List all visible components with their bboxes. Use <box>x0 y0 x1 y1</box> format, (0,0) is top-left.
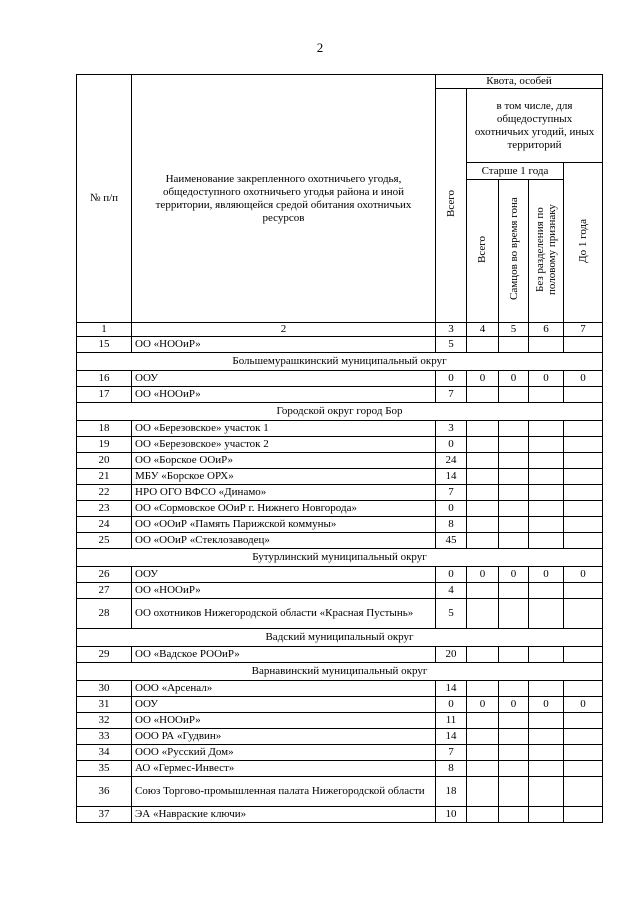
row-total: 7 <box>436 745 467 761</box>
row-col7 <box>564 647 603 663</box>
header-under1: До 1 года <box>576 218 589 263</box>
row-col5: 0 <box>499 567 529 583</box>
row-col4 <box>467 501 499 517</box>
row-total: 7 <box>436 387 467 403</box>
row-col7: 0 <box>564 567 603 583</box>
header-under1-cell <box>564 163 603 323</box>
table-row <box>77 567 603 583</box>
colnum-3: 3 <box>436 323 467 337</box>
row-col5 <box>499 583 529 599</box>
row-col4 <box>467 745 499 761</box>
row-col5 <box>499 745 529 761</box>
row-col7 <box>564 469 603 485</box>
row-name: ООО «Арсенал» <box>132 681 436 697</box>
section-row <box>77 663 603 681</box>
row-col4 <box>467 599 499 629</box>
row-col4 <box>467 713 499 729</box>
row-name: ОО «Борское ООиР» <box>132 453 436 469</box>
row-col4 <box>467 469 499 485</box>
header-quota: Квота, особей <box>436 75 603 89</box>
row-number: 29 <box>77 647 132 663</box>
row-col5 <box>499 729 529 745</box>
row-name: ООО «Русский Дом» <box>132 745 436 761</box>
row-number: 26 <box>77 567 132 583</box>
row-number: 18 <box>77 421 132 437</box>
row-col6 <box>529 485 564 501</box>
row-col5 <box>499 453 529 469</box>
table-row <box>77 745 603 761</box>
table-row <box>77 501 603 517</box>
row-col5 <box>499 777 529 807</box>
row-name: ОО «ООиР «Стеклозаводец» <box>132 533 436 549</box>
row-name: ОО «ООиР «Память Парижской коммуны» <box>132 517 436 533</box>
table-row <box>77 761 603 777</box>
row-col6 <box>529 761 564 777</box>
row-total: 0 <box>436 501 467 517</box>
row-col4 <box>467 421 499 437</box>
row-col7 <box>564 583 603 599</box>
row-total: 14 <box>436 469 467 485</box>
row-number: 30 <box>77 681 132 697</box>
row-name: ОО «НООиР» <box>132 713 436 729</box>
row-total: 14 <box>436 681 467 697</box>
row-col5 <box>499 337 529 353</box>
row-number: 28 <box>77 599 132 629</box>
row-col5 <box>499 761 529 777</box>
row-number: 16 <box>77 371 132 387</box>
row-total: 11 <box>436 713 467 729</box>
table-row <box>77 599 603 629</box>
row-col5: 0 <box>499 697 529 713</box>
row-name: ОО «Вадское РООиР» <box>132 647 436 663</box>
row-total: 0 <box>436 697 467 713</box>
colnum-7: 7 <box>564 323 603 337</box>
header-males-rut: Самцов во время гона <box>507 197 520 301</box>
row-col7 <box>564 729 603 745</box>
row-col4 <box>467 533 499 549</box>
row-col5 <box>499 681 529 697</box>
row-name: ОО «НООиР» <box>132 583 436 599</box>
row-col5 <box>499 501 529 517</box>
row-col5 <box>499 387 529 403</box>
row-col4 <box>467 777 499 807</box>
row-total: 5 <box>436 599 467 629</box>
section-row <box>77 403 603 421</box>
row-col5 <box>499 599 529 629</box>
section-title: Бутурлинский муниципальный округ <box>77 549 603 567</box>
table-row <box>77 453 603 469</box>
row-number: 20 <box>77 453 132 469</box>
row-col4 <box>467 387 499 403</box>
row-name: ОО «НООиР» <box>132 337 436 353</box>
row-total: 8 <box>436 517 467 533</box>
row-col7 <box>564 777 603 807</box>
row-col4 <box>467 681 499 697</box>
row-number: 33 <box>77 729 132 745</box>
row-col6 <box>529 745 564 761</box>
row-col5 <box>499 421 529 437</box>
row-number: 15 <box>77 337 132 353</box>
row-col7 <box>564 485 603 501</box>
row-total: 24 <box>436 453 467 469</box>
row-total: 14 <box>436 729 467 745</box>
row-number: 25 <box>77 533 132 549</box>
header-total-cell <box>436 89 467 323</box>
row-total: 4 <box>436 583 467 599</box>
table-row <box>77 729 603 745</box>
row-col6 <box>529 713 564 729</box>
row-col7 <box>564 713 603 729</box>
table-row <box>77 485 603 501</box>
row-total: 10 <box>436 807 467 823</box>
colnum-5: 5 <box>499 323 529 337</box>
row-total: 18 <box>436 777 467 807</box>
table-row <box>77 777 603 807</box>
section-title: Вадский муниципальный округ <box>77 629 603 647</box>
table-body <box>77 337 603 823</box>
row-number: 21 <box>77 469 132 485</box>
row-col4 <box>467 583 499 599</box>
row-col5 <box>499 533 529 549</box>
row-col7 <box>564 387 603 403</box>
row-col6 <box>529 533 564 549</box>
table-row <box>77 371 603 387</box>
row-number: 22 <box>77 485 132 501</box>
row-name: ОО «Березовское» участок 1 <box>132 421 436 437</box>
quota-table <box>76 74 603 823</box>
table-row <box>77 337 603 353</box>
row-col4: 0 <box>467 371 499 387</box>
table-row <box>77 437 603 453</box>
row-col5 <box>499 647 529 663</box>
row-name: ЭА «Навраские ключи» <box>132 807 436 823</box>
row-name: ОО «Сормовское ООиР г. Нижнего Новгорода» <box>132 501 436 517</box>
row-col7 <box>564 517 603 533</box>
row-total: 0 <box>436 567 467 583</box>
table-row <box>77 647 603 663</box>
header-total: Всего <box>444 190 457 217</box>
page-number: 2 <box>316 40 324 55</box>
header-name: Наименование закрепленного охотничьего угодья, общедоступного охотничьего угодья района и иной территории, являющейся средой обитания охотничьих ресурсов <box>132 75 436 323</box>
row-number: 24 <box>77 517 132 533</box>
section-title: Городской округ город Бор <box>77 403 603 421</box>
row-col6 <box>529 517 564 533</box>
table-row <box>77 681 603 697</box>
row-col7 <box>564 599 603 629</box>
colnum-1: 1 <box>77 323 132 337</box>
row-name: ООО РА «Гудвин» <box>132 729 436 745</box>
table-row <box>77 517 603 533</box>
row-number: 34 <box>77 745 132 761</box>
row-col6: 0 <box>529 567 564 583</box>
row-number: 32 <box>77 713 132 729</box>
table-row <box>77 421 603 437</box>
row-col4 <box>467 761 499 777</box>
header-no-sex: Без разделения по половому признаку <box>534 203 558 295</box>
header-older-total-cell <box>467 180 499 323</box>
colnum-2: 2 <box>132 323 436 337</box>
row-col4 <box>467 647 499 663</box>
row-col4 <box>467 337 499 353</box>
header-older-total: Всего <box>476 235 488 263</box>
row-col6 <box>529 387 564 403</box>
section-title: Большемурашкинский муниципальный округ <box>77 353 603 371</box>
row-col7 <box>564 421 603 437</box>
row-total: 0 <box>436 437 467 453</box>
section-row <box>77 353 603 371</box>
row-col5 <box>499 469 529 485</box>
row-col7 <box>564 453 603 469</box>
row-number: 36 <box>77 777 132 807</box>
row-col4 <box>467 517 499 533</box>
section-row <box>77 629 603 647</box>
header-males-rut-cell <box>499 180 529 323</box>
section-title: Варнавинский муниципальный округ <box>77 663 603 681</box>
table-row <box>77 469 603 485</box>
row-col4: 0 <box>467 697 499 713</box>
row-number: 35 <box>77 761 132 777</box>
row-number: 27 <box>77 583 132 599</box>
row-col5 <box>499 807 529 823</box>
row-col7: 0 <box>564 371 603 387</box>
row-col7 <box>564 501 603 517</box>
header-num: № п/п <box>77 75 132 323</box>
row-col5 <box>499 485 529 501</box>
row-col6 <box>529 681 564 697</box>
row-col6: 0 <box>529 697 564 713</box>
row-total: 7 <box>436 485 467 501</box>
header-incl-public: в том числе, для общедоступных охотничьих угодий, иных территорий <box>467 89 603 163</box>
row-col7 <box>564 437 603 453</box>
row-total: 20 <box>436 647 467 663</box>
colnum-6: 6 <box>529 323 564 337</box>
row-name: ООУ <box>132 567 436 583</box>
row-col5 <box>499 713 529 729</box>
row-col6 <box>529 807 564 823</box>
row-number: 37 <box>77 807 132 823</box>
row-col6 <box>529 599 564 629</box>
row-name: НРО ОГО ВФСО «Динамо» <box>132 485 436 501</box>
row-name: ОО «Березовское» участок 2 <box>132 437 436 453</box>
row-col7 <box>564 761 603 777</box>
row-col6 <box>529 501 564 517</box>
row-col7 <box>564 807 603 823</box>
row-col5 <box>499 437 529 453</box>
row-col5: 0 <box>499 371 529 387</box>
row-col7 <box>564 533 603 549</box>
row-col6 <box>529 469 564 485</box>
row-col4: 0 <box>467 567 499 583</box>
row-col4 <box>467 437 499 453</box>
table-row <box>77 583 603 599</box>
table-row <box>77 387 603 403</box>
table-row <box>77 697 603 713</box>
row-total: 0 <box>436 371 467 387</box>
row-col6 <box>529 437 564 453</box>
row-name: Союз Торгово-промышленная палата Нижегородской области <box>132 777 436 807</box>
table-row <box>77 533 603 549</box>
row-col7: 0 <box>564 697 603 713</box>
row-col4 <box>467 729 499 745</box>
row-number: 23 <box>77 501 132 517</box>
row-col4 <box>467 807 499 823</box>
row-name: МБУ «Борское ОРХ» <box>132 469 436 485</box>
row-col7 <box>564 745 603 761</box>
row-col7 <box>564 337 603 353</box>
row-total: 8 <box>436 761 467 777</box>
row-name: ОО «НООиР» <box>132 387 436 403</box>
section-row <box>77 549 603 567</box>
row-col6: 0 <box>529 371 564 387</box>
row-total: 45 <box>436 533 467 549</box>
row-number: 19 <box>77 437 132 453</box>
row-col4 <box>467 453 499 469</box>
header-no-sex-cell <box>529 180 564 323</box>
row-col6 <box>529 647 564 663</box>
row-total: 5 <box>436 337 467 353</box>
row-col6 <box>529 337 564 353</box>
table-row <box>77 713 603 729</box>
row-col6 <box>529 583 564 599</box>
row-name: ООУ <box>132 371 436 387</box>
row-col4 <box>467 485 499 501</box>
row-col6 <box>529 777 564 807</box>
row-col6 <box>529 729 564 745</box>
header-older: Старше 1 года <box>467 163 564 180</box>
row-name: АО «Гермес-Инвест» <box>132 761 436 777</box>
row-number: 31 <box>77 697 132 713</box>
row-col7 <box>564 681 603 697</box>
row-col6 <box>529 453 564 469</box>
row-name: ООУ <box>132 697 436 713</box>
table-row <box>77 807 603 823</box>
row-col6 <box>529 421 564 437</box>
row-name: ОО охотников Нижегородской области «Красная Пустынь» <box>132 599 436 629</box>
row-number: 17 <box>77 387 132 403</box>
row-total: 3 <box>436 421 467 437</box>
row-col5 <box>499 517 529 533</box>
colnum-4: 4 <box>467 323 499 337</box>
